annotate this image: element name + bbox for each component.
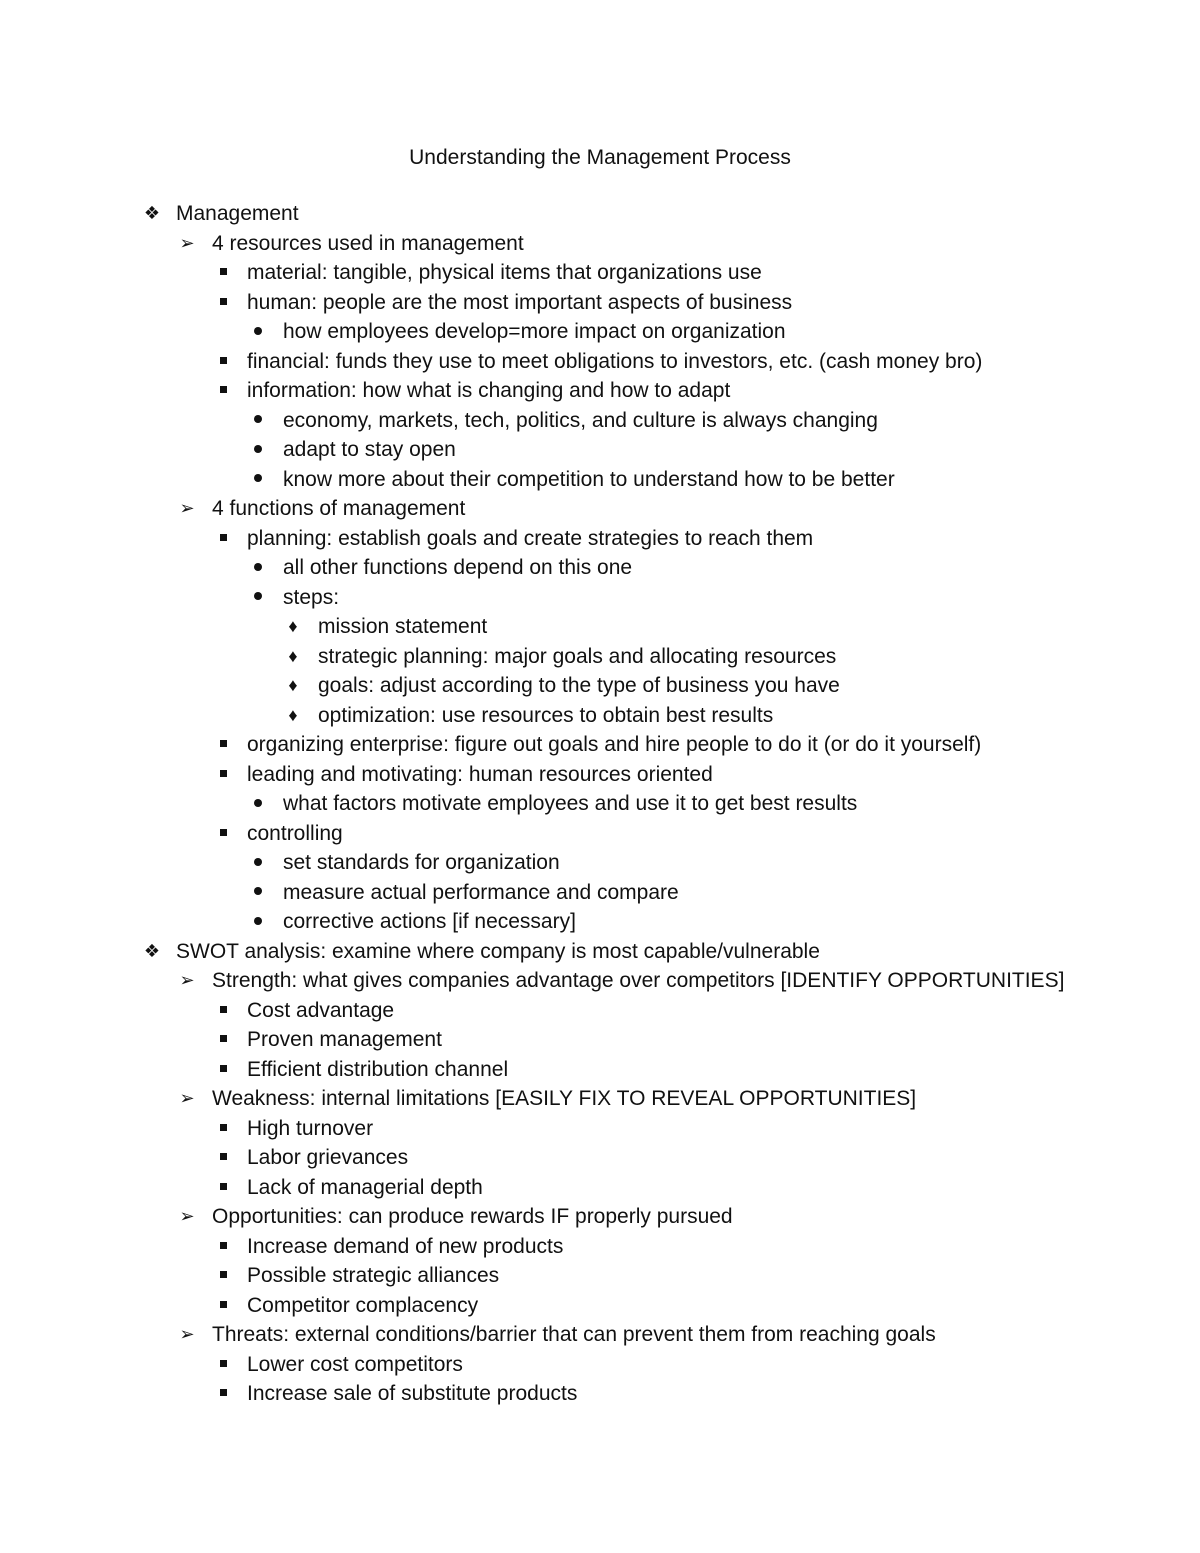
outline-item-level-3 xyxy=(0,553,1200,583)
square-bullet-icon xyxy=(211,288,235,318)
outline-item-text: set standards for organization xyxy=(283,851,560,874)
square-bullet-icon xyxy=(211,996,235,1026)
outline-item-level-4 xyxy=(0,701,1200,731)
outline-item-text: leading and motivating: human resources oriented xyxy=(247,762,713,786)
outline-item-level-3 xyxy=(0,878,1200,908)
square-bullet-icon xyxy=(211,730,235,760)
outline-item-text: SWOT analysis: examine where company is most capable/vulnerable xyxy=(176,939,820,963)
outline-item-text: what factors motivate employees and use it to get best results xyxy=(283,792,858,815)
round-bullet-icon xyxy=(246,435,270,465)
square-bullet-icon xyxy=(211,258,235,288)
outline-item-level-2 xyxy=(0,1055,1200,1085)
outline-item-level-1 xyxy=(0,1202,1200,1232)
diamond-cluster-bullet-icon: ❖ xyxy=(143,203,161,223)
square-bullet-icon xyxy=(211,376,235,406)
outline-item-level-2 xyxy=(0,1173,1200,1203)
arrowhead-bullet-icon: ➢ xyxy=(179,232,195,253)
square-bullet-icon xyxy=(211,760,235,790)
outline-item-level-3 xyxy=(0,465,1200,495)
round-bullet-icon xyxy=(246,583,270,613)
outline-item-text: mission statement xyxy=(318,615,488,638)
outline-item-text: Threats: external conditions/barrier that can prevent them from reaching goals xyxy=(212,1323,936,1346)
square-bullet-icon xyxy=(211,1379,235,1409)
outline-item-text: all other functions depend on this one xyxy=(283,556,633,579)
round-bullet-icon xyxy=(246,317,270,347)
arrowhead-bullet-icon: ➢ xyxy=(179,1088,195,1108)
outline-item-level-1 xyxy=(0,966,1200,996)
diamond-bullet-icon: ♦ xyxy=(288,645,298,666)
outline-item-level-2 xyxy=(0,1350,1200,1380)
outline-item-level-2 xyxy=(0,347,1200,377)
outline-item-text: planning: establish goals and create strategies to reach them xyxy=(247,526,814,550)
outline-item-text: goals: adjust according to the type of business you have xyxy=(318,674,840,697)
outline-item-level-3 xyxy=(0,789,1200,819)
outline-item-text: how employees develop=more impact on organization xyxy=(283,320,786,343)
outline-item-text: Opportunities: can produce rewards IF properly pursued xyxy=(212,1205,733,1228)
outline-item-text: controlling xyxy=(247,821,343,845)
round-bullet-icon xyxy=(246,465,270,495)
outline-item-level-0 xyxy=(0,937,1200,967)
outline-item-text: material: tangible, physical items that organizations use xyxy=(247,261,762,284)
outline-item-level-2 xyxy=(0,996,1200,1026)
outline-item-level-3 xyxy=(0,907,1200,937)
arrowhead-bullet-icon: ➢ xyxy=(179,970,195,990)
square-bullet-icon xyxy=(211,819,235,849)
outline-item-text: Labor grievances xyxy=(247,1146,409,1169)
outline-item-text: Efficient distribution channel xyxy=(247,1057,509,1081)
outline-item-text: Strength: what gives companies advantage over competitors [IDENTIFY OPPORTUNITIES] xyxy=(212,969,1065,992)
round-bullet-icon xyxy=(246,878,270,908)
outline-item-level-2 xyxy=(0,376,1200,406)
outline-item-level-3 xyxy=(0,435,1200,465)
round-bullet-icon xyxy=(246,848,270,878)
document-title: Understanding the Management Process xyxy=(409,146,791,169)
outline-item-text: economy, markets, tech, politics, and culture is always changing xyxy=(283,408,878,432)
outline-item-level-4 xyxy=(0,612,1200,642)
outline-item-text: Increase demand of new products xyxy=(247,1234,564,1258)
outline-item-level-2 xyxy=(0,1232,1200,1262)
diamond-bullet-icon: ♦ xyxy=(288,616,298,636)
diamond-bullet-icon: ♦ xyxy=(288,675,298,695)
outline-item-level-2 xyxy=(0,1025,1200,1055)
outline-item-level-2 xyxy=(0,258,1200,288)
outline-item-text: Cost advantage xyxy=(247,998,395,1022)
square-bullet-icon xyxy=(211,1114,235,1144)
outline-item-text: measure actual performance and compare xyxy=(283,880,679,904)
arrowhead-bullet-icon: ➢ xyxy=(179,1206,195,1226)
outline-item-text: Lack of managerial depth xyxy=(247,1175,483,1199)
outline-item-level-2 xyxy=(0,730,1200,760)
arrowhead-bullet-icon: ➢ xyxy=(179,498,195,518)
outline-item-level-2 xyxy=(0,1379,1200,1409)
outline-item-level-1 xyxy=(0,494,1200,524)
outline-item-level-2 xyxy=(0,760,1200,790)
outline-item-level-1 xyxy=(0,1320,1200,1350)
outline-item-text: Lower cost competitors xyxy=(247,1352,463,1376)
outline-item-level-0 xyxy=(0,199,1200,229)
round-bullet-icon xyxy=(246,789,270,819)
square-bullet-icon xyxy=(211,524,235,554)
outline-item-level-3 xyxy=(0,406,1200,436)
square-bullet-icon xyxy=(211,1261,235,1291)
outline-item-level-3 xyxy=(0,317,1200,347)
square-bullet-icon xyxy=(211,1232,235,1262)
outline-item-text: strategic planning: major goals and allocating resources xyxy=(318,644,837,668)
round-bullet-icon xyxy=(246,907,270,937)
outline-item-level-2 xyxy=(0,1291,1200,1321)
outline-item-text: adapt to stay open xyxy=(283,438,456,461)
round-bullet-icon xyxy=(246,553,270,583)
square-bullet-icon xyxy=(211,1173,235,1203)
outline-item-text: Proven management xyxy=(247,1028,442,1051)
outline-item-text: optimization: use resources to obtain best results xyxy=(318,703,774,727)
outline-item-text: Possible strategic alliances xyxy=(247,1264,500,1287)
outline-item-text: Weakness: internal limitations [EASILY FIX TO REVEAL OPPORTUNITIES] xyxy=(212,1087,917,1110)
outline-item-level-2 xyxy=(0,288,1200,318)
outline-item-level-2 xyxy=(0,1143,1200,1173)
outline-item-level-1 xyxy=(0,229,1200,259)
diamond-cluster-bullet-icon: ❖ xyxy=(143,940,161,961)
outline-item-text: human: people are the most important aspects of business xyxy=(247,290,793,314)
outline-item-text: 4 resources used in management xyxy=(212,231,524,255)
square-bullet-icon xyxy=(211,1055,235,1085)
outline-item-text: financial: funds they use to meet obligations to investors, etc. (cash money bro) xyxy=(247,349,983,373)
outline-item-text: Increase sale of substitute products xyxy=(247,1382,578,1405)
outline-item-text: information: how what is changing and how to adapt xyxy=(247,379,731,402)
outline-item-text: organizing enterprise: figure out goals and hire people to do it (or do it yourself) xyxy=(247,733,982,756)
outline-item-level-2 xyxy=(0,819,1200,849)
square-bullet-icon xyxy=(211,1143,235,1173)
outline-item-text: corrective actions [if necessary] xyxy=(283,910,576,933)
outline-item-level-3 xyxy=(0,848,1200,878)
outline-item-text: 4 functions of management xyxy=(212,497,466,520)
outline-item-text: know more about their competition to understand how to be better xyxy=(283,467,895,491)
square-bullet-icon xyxy=(211,1025,235,1055)
outline-item-level-4 xyxy=(0,671,1200,701)
diamond-bullet-icon: ♦ xyxy=(288,704,298,725)
outline-item-level-3 xyxy=(0,583,1200,613)
outline-item-level-4 xyxy=(0,642,1200,672)
square-bullet-icon xyxy=(211,1350,235,1380)
outline-item-level-2 xyxy=(0,1261,1200,1291)
outline-item-text: Competitor complacency xyxy=(247,1293,479,1317)
outline-item-level-1 xyxy=(0,1084,1200,1114)
arrowhead-bullet-icon: ➢ xyxy=(179,1324,195,1344)
outline-item-text: steps: xyxy=(283,585,340,609)
outline-item-level-2 xyxy=(0,1114,1200,1144)
outline-item-level-2 xyxy=(0,524,1200,554)
bullet-outline xyxy=(0,199,1200,1409)
outline-item-text: Management xyxy=(176,202,299,225)
square-bullet-icon xyxy=(211,347,235,377)
square-bullet-icon xyxy=(211,1291,235,1321)
outline-item-text: High turnover xyxy=(247,1116,374,1140)
round-bullet-icon xyxy=(246,406,270,436)
